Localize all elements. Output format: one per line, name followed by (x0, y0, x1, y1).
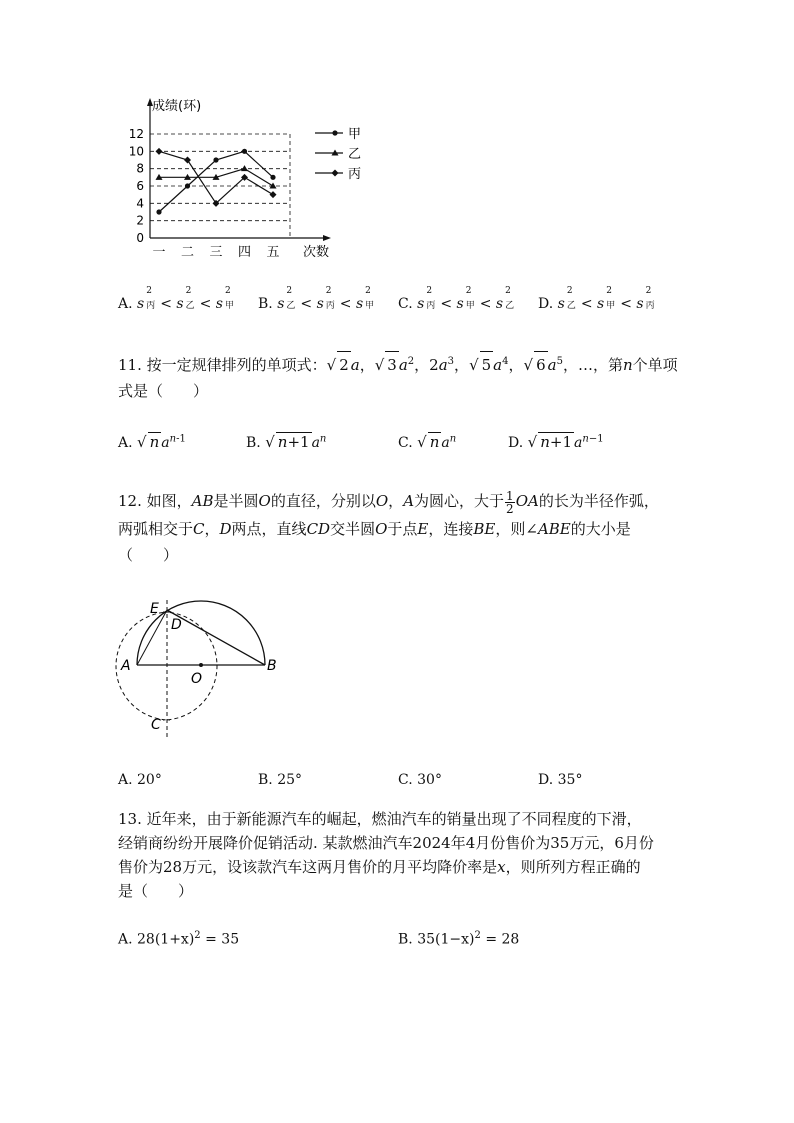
segment-ae (137, 610, 167, 665)
x-tick-label: 三 (209, 245, 223, 260)
option-label: B. (258, 296, 273, 312)
x-axis-arrow (323, 235, 331, 241)
y-tick-label: 10 (128, 144, 144, 159)
y-tick-label: 12 (128, 127, 144, 141)
q10-option-b[interactable]: B. s 2 乙 < s 2 丙 < s 2 甲 (258, 286, 375, 312)
x-tick-label: 一 (152, 245, 166, 260)
semicircle-figure (115, 592, 285, 742)
legend-label: 丙 (348, 167, 362, 182)
y-tick-label: 8 (136, 161, 144, 176)
question-11-line2: 式是（ ） (118, 382, 209, 400)
legend-marker (332, 170, 339, 177)
data-point-1 (270, 175, 275, 180)
label-e: E (150, 601, 159, 617)
question-13: 13. 近年来，由于新能源汽车的崛起，燃油汽车的销量出现了不同程度的下滑， (118, 810, 642, 828)
question-12: 12. 如图，AB是半圆O的直径，分别以O，A为圆心，大于 $\frac{1}{2}$ OA的长为半径作弧， (118, 488, 659, 516)
label-c: C (151, 717, 161, 733)
x-tick-label: 五 (266, 245, 280, 260)
y-tick-label: 0 (136, 231, 144, 245)
label-a: A (121, 658, 131, 674)
data-point-3 (270, 191, 277, 198)
q12-option-d[interactable]: D. 35° (538, 772, 583, 788)
data-point-1 (213, 157, 218, 162)
question-13-line3: 售价为28万元，设该款汽车这两月售价的月平均降价率是x，则所列方程正确的 (118, 858, 641, 876)
q11-option-b[interactable]: B. √ n+1 $a^n$ (246, 433, 327, 451)
option-label: A. (118, 296, 133, 312)
question-11: 11. 按一定规律排列的单项式：√ 2 a，√ 3 $a^2$，$2a^3$，√ 5 $a^4$，√ 6 $a^5$，…，第n个单项 (118, 348, 688, 379)
line-chart (110, 92, 370, 264)
x-axis-label: 次数 (302, 245, 330, 260)
data-point-3 (156, 148, 163, 155)
label-b: B (267, 658, 277, 674)
data-point-1 (185, 183, 190, 188)
label-d: D (171, 617, 182, 633)
question-12-line2: 两弧相交于C，D两点，直线CD交半圆O于点E，连接BE，则∠ABE的大小是 (118, 520, 631, 538)
q13-option-a[interactable]: A. $28(1+x)^2 = 35$ (118, 930, 240, 948)
q11-option-a[interactable]: A. √ n $a^{n-1}$ (118, 433, 186, 451)
y-tick-label: 2 (136, 213, 144, 228)
q11-option-c[interactable]: C. √ n $a^n$ (398, 433, 457, 451)
point-o (199, 663, 203, 667)
data-point-1 (242, 149, 247, 154)
label-o: O (191, 671, 203, 687)
q10-option-a[interactable]: A. s 2 丙 < s 2 乙 < s 2 甲 (118, 286, 234, 312)
q13-option-b[interactable]: B. $35(1-x)^2 = 28$ (398, 930, 520, 948)
x-tick-label: 二 (180, 245, 195, 260)
option-label: D. (538, 296, 554, 312)
legend-marker (332, 130, 337, 135)
y-axis-label: 成绩(环) (152, 99, 202, 114)
data-point-1 (156, 209, 161, 214)
question-13-line4: 是（ ） (118, 882, 194, 900)
legend-label: 甲 (348, 127, 362, 142)
y-tick-label: 6 (136, 179, 144, 193)
q12-option-a[interactable]: A. 20° (118, 772, 162, 788)
data-point-2 (270, 183, 277, 189)
y-tick-label: 4 (136, 196, 144, 211)
question-13-line2: 经销商纷纷开展降价促销活动. 某款燃油汽车2024年4月份售价为35万元，6月份 (118, 834, 654, 852)
q12-option-b[interactable]: B. 25° (258, 772, 303, 788)
q12-option-c[interactable]: C. 30° (398, 772, 442, 788)
x-tick-label: 四 (237, 245, 252, 260)
legend-label: 乙 (348, 147, 362, 162)
data-point-3 (184, 157, 191, 164)
q10-option-c[interactable]: C. s 2 丙 < s 2 甲 < s 2 乙 (398, 286, 515, 312)
option-label: C. (398, 296, 413, 312)
q10-option-d[interactable]: D. s 2 乙 < s 2 甲 < s 2 丙 (538, 286, 655, 312)
question-12-line3: （ ） (118, 546, 179, 564)
data-point-2 (241, 165, 248, 171)
q11-option-d[interactable]: D. √ n+1 $a^{n-1}$ (508, 433, 604, 451)
